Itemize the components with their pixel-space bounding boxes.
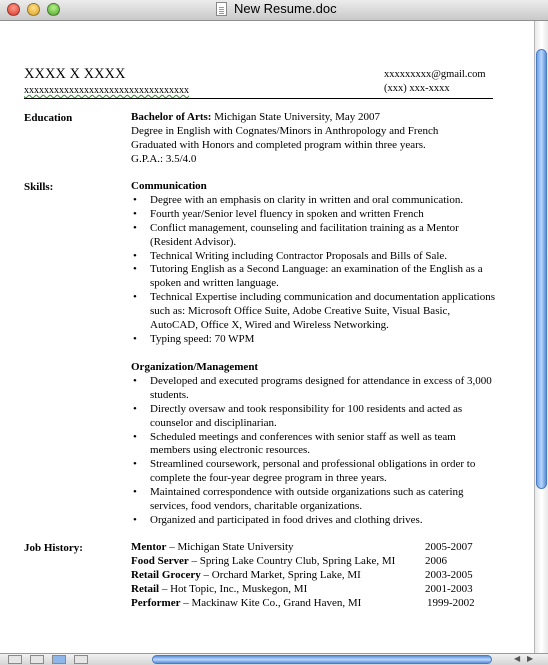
education-line: Graduated with Honors and completed program within three years. — [131, 138, 426, 151]
scroll-left-icon[interactable]: ◀ — [514, 654, 521, 663]
job-title: Food Server — [131, 554, 189, 567]
list-item: • Directly oversaw and took responsibility for 100 residents and acted as counselor and disciplinarian. — [131, 403, 496, 431]
page-layout-view-button[interactable] — [52, 655, 66, 664]
job-row — [131, 583, 491, 597]
communication-list — [131, 194, 496, 347]
job-years: 2001-2003 — [425, 582, 473, 595]
job-row — [131, 597, 491, 611]
minimize-window-button[interactable] — [27, 3, 40, 16]
job-title: Performer — [131, 596, 181, 609]
organization-heading: Organization/Management — [131, 361, 259, 373]
education-line: Degree in English with Cognates/Minors in Anthropology and French — [131, 124, 439, 137]
document-page[interactable] — [0, 21, 534, 653]
job-years: 2003-2005 — [425, 568, 473, 581]
job-years: 2005-2007 — [425, 541, 473, 553]
zoom-window-button[interactable] — [47, 3, 60, 16]
skills-label: Skills: — [24, 181, 54, 193]
notebook-view-button[interactable] — [74, 655, 88, 664]
skills-communication-section — [131, 180, 496, 347]
job-years: 2006 — [425, 554, 447, 567]
status-bar — [0, 653, 548, 665]
communication-heading: Communication — [131, 180, 207, 192]
horizontal-scroll-thumb[interactable] — [152, 655, 492, 664]
job-detail: – Orchard Market, Spring Lake, MI — [200, 568, 361, 581]
resume-email: xxxxxxxxx@gmail.com — [384, 69, 486, 80]
job-row — [131, 569, 491, 583]
vertical-scrollbar[interactable] — [534, 21, 548, 653]
job-history-label: Job History: — [24, 542, 83, 554]
job-title: Retail Grocery — [131, 568, 201, 581]
header-divider — [24, 98, 493, 99]
list-item: • Fourth year/Senior level fluency in spoken and written French — [131, 208, 496, 222]
job-detail: – Michigan State University — [166, 541, 294, 553]
job-history-section — [131, 541, 491, 610]
scroll-right-icon[interactable]: ▶ — [527, 654, 534, 663]
skills-organization-section — [131, 361, 496, 528]
list-item: • Scheduled meetings and conferences with senior staff as well as team members using electronic resources. — [131, 431, 496, 459]
job-row — [131, 541, 491, 555]
list-item: • Organized and participated in food drives and clothing drives. — [131, 514, 496, 528]
degree-school: Michigan State University, May 2007 — [211, 111, 380, 123]
resume-name: XXXX X XXXX — [24, 66, 126, 82]
resume-phone: (xxx) xxx-xxxx — [384, 83, 450, 94]
vertical-scroll-thumb[interactable] — [536, 49, 547, 489]
job-years: 1999-2002 — [427, 596, 475, 609]
close-window-button[interactable] — [7, 3, 20, 16]
list-item: • Maintained correspondence with outside organizations such as catering services, food vendors, charitable organizations. — [131, 486, 496, 514]
window-titlebar — [0, 0, 548, 21]
degree-name: Bachelor of Arts: — [131, 111, 212, 123]
list-item: • Conflict management, counseling and facilitation training as a Mentor (Resident Advisor). — [131, 222, 496, 250]
list-item: • Streamlined coursework, personal and professional obligations in order to complete the four-year degree program in three years. — [131, 458, 496, 486]
window-title: New Resume.doc — [234, 1, 337, 16]
list-item: • Tutoring English as a Second Language: an examination of the English as a spoken and written language. — [131, 263, 496, 291]
outline-view-button[interactable] — [30, 655, 44, 664]
list-item: • Developed and executed programs designed for attendance in excess of 3,000 students. — [131, 375, 496, 403]
education-section — [131, 111, 496, 167]
job-detail: – Spring Lake Country Club, Spring Lake, MI — [188, 554, 396, 567]
resume-website: xxxxxxxxxxxxxxxxxxxxxxxxxxxxxxxxx — [24, 85, 189, 96]
draft-view-button[interactable] — [8, 655, 22, 664]
job-detail: – Mackinaw Kite Co., Grand Haven, MI — [180, 596, 362, 609]
organization-list — [131, 375, 496, 528]
list-item: • Typing speed: 70 WPM — [131, 333, 496, 347]
list-item: • Degree with an emphasis on clarity in written and oral communication. — [131, 194, 496, 208]
job-row — [131, 555, 491, 569]
list-item: • Technical Expertise including communication and documentation applications such as: Microsoft Office Suite, Adobe Creative Suite, Visual Basic, AutoCAD, Office X, Wired and Wireless Networking. — [131, 291, 496, 333]
job-title: Retail — [131, 582, 160, 595]
education-degree-line — [131, 111, 496, 125]
list-item: • Technical Writing including Contractor Proposals and Bills of Sale. — [131, 250, 496, 264]
education-line: G.P.A.: 3.5/4.0 — [131, 152, 197, 165]
job-detail: – Hot Topic, Inc., Muskegon, MI — [159, 582, 308, 595]
job-title: Mentor — [131, 541, 167, 553]
education-label: Education — [24, 112, 73, 124]
document-icon — [216, 2, 227, 16]
